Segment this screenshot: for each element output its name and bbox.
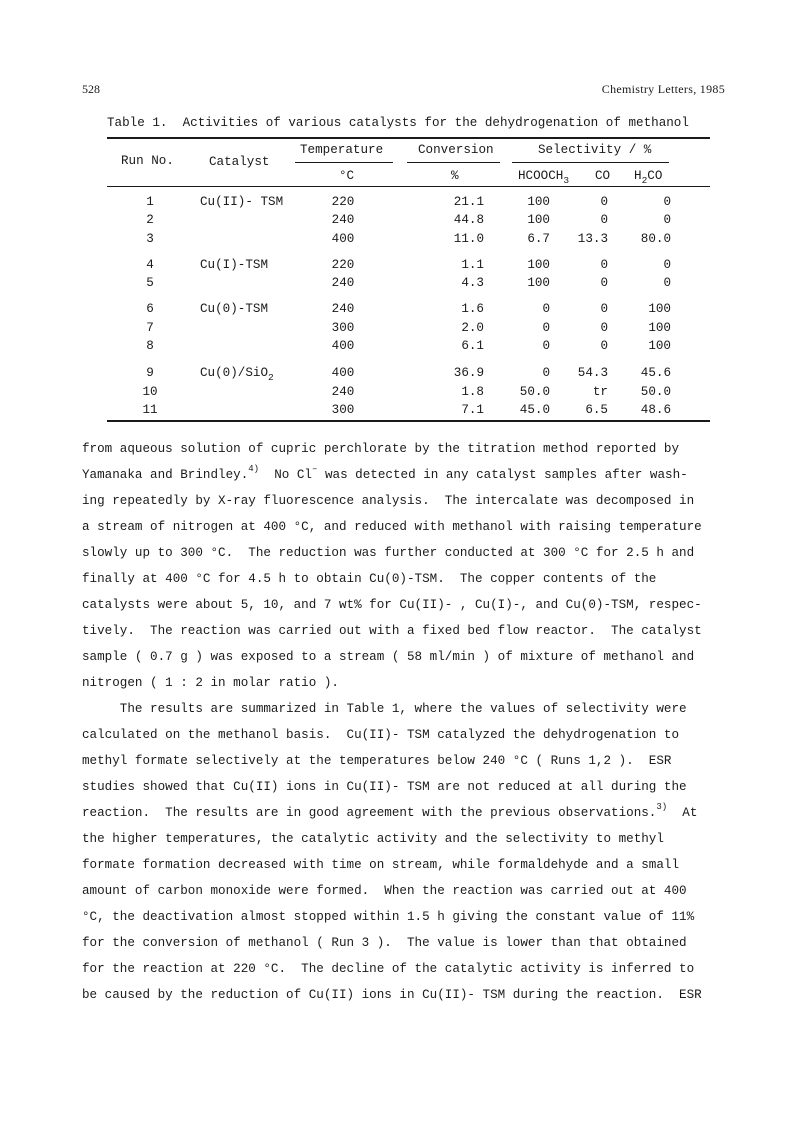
text-line: the higher temperatures, the catalytic activity and the selectivity to methyl xyxy=(82,832,664,846)
cell-run: 11 xyxy=(142,403,158,417)
header-temperature: Temperature xyxy=(300,143,384,157)
text-line: nitrogen ( 1 : 2 in molar ratio ). xyxy=(82,676,339,690)
header-conversion-unit: % xyxy=(451,169,459,183)
text-line: calculated on the methanol basis. Cu(II)- TSM catalyzed the dehydrogenation to xyxy=(82,728,680,742)
cell-conv: 21.1 xyxy=(453,195,484,209)
cell-hcooch3: 100 xyxy=(527,213,550,227)
cell-h2co: 50.0 xyxy=(640,385,671,399)
cell-conv: 4.3 xyxy=(461,276,484,290)
text-line: methyl formate selectively at the temperatures below 240 °C ( Runs 1,2 ). ESR xyxy=(82,754,672,768)
cell-temp: 400 xyxy=(331,366,355,380)
cell-run: 3 xyxy=(146,232,154,246)
text-line: a stream of nitrogen at 400 °C, and reduced with methanol with raising temperature xyxy=(82,520,702,534)
cell-h2co: 0 xyxy=(663,276,671,290)
text-line: finally at 400 °C for 4.5 h to obtain Cu(0)-TSM. The copper contents of the xyxy=(82,572,657,586)
text-line: ing repeatedly by X-ray fluorescence analysis. The intercalate was decomposed in xyxy=(82,494,695,508)
text-line: The results are summarized in Table 1, where the values of selectivity were xyxy=(82,702,687,716)
cell-temp: 240 xyxy=(331,385,355,399)
header-temperature-unit: °C xyxy=(339,169,355,183)
cell-run: 6 xyxy=(146,302,154,316)
text-line: tively. The reaction was carried out with a fixed bed flow reactor. The catalyst xyxy=(82,624,702,638)
page-number: 528 xyxy=(82,82,100,96)
header-run-no: Run No. xyxy=(121,154,174,168)
cell-catalyst: Cu(II)- TSM xyxy=(200,195,284,209)
cell-run: 9 xyxy=(146,366,154,380)
cell-conv: 6.1 xyxy=(461,339,484,353)
cell-catalyst: Cu(0)-TSM xyxy=(200,302,269,316)
cell-temp: 220 xyxy=(331,258,355,272)
header-conversion: Conversion xyxy=(418,143,494,157)
cell-hcooch3: 50.0 xyxy=(519,385,550,399)
header-h2co: $H_2CO$ xyxy=(634,169,663,186)
header-hcooch3: $HCOOCH_3$ xyxy=(518,169,570,186)
cell-h2co: 80.0 xyxy=(640,232,671,246)
cell-hcooch3: 6.7 xyxy=(527,232,550,246)
cell-conv: 44.8 xyxy=(453,213,484,227)
cell-h2co: 48.6 xyxy=(640,403,671,417)
text-line: be caused by the reduction of Cu(II) ions in Cu(II)- TSM during the reaction. ESR xyxy=(82,988,702,1002)
journal-header: Chemistry Letters, 1985 xyxy=(601,82,725,96)
cell-conv: 1.1 xyxy=(461,258,484,272)
cell-conv: 1.6 xyxy=(461,302,484,316)
header-co: CO xyxy=(595,169,611,183)
cell-run: 10 xyxy=(142,385,158,399)
body-text xyxy=(82,436,732,1008)
cell-hcooch3: 0 xyxy=(542,302,550,316)
text-line: amount of carbon monoxide were formed. When the reaction was carried out at 400 xyxy=(82,884,687,898)
text-line: Yamanaka and Brindley.$^{4)}$ No Cl– was detected in any catalyst samples after wash- xyxy=(82,464,688,482)
text-line: formate formation decreased with time on stream, while formaldehyde and a small xyxy=(82,858,680,872)
cell-co: 54.3 xyxy=(577,366,608,380)
cell-conv: 2.0 xyxy=(461,321,484,335)
cell-temp: 240 xyxy=(331,302,355,316)
cell-conv: 1.8 xyxy=(461,385,484,399)
cell-run: 7 xyxy=(146,321,154,335)
cell-hcooch3: 0 xyxy=(542,321,550,335)
table-bottom-rule xyxy=(107,420,710,422)
cell-h2co: 100 xyxy=(648,339,671,353)
cell-h2co: 0 xyxy=(663,213,671,227)
cell-h2co: 100 xyxy=(648,302,671,316)
cell-temp: 240 xyxy=(331,213,355,227)
text-line: slowly up to 300 °C. The reduction was further conducted at 300 °C for 2.5 h and xyxy=(82,546,695,560)
selectivity-underline xyxy=(512,162,669,163)
cell-temp: 400 xyxy=(331,339,355,353)
cell-co: 0 xyxy=(600,195,608,209)
text-line: °C, the deactivation almost stopped within 1.5 h giving the constant value of 11% xyxy=(82,910,695,924)
cell-co: 0 xyxy=(600,321,608,335)
table-caption: Table 1. Activities of various catalysts for the dehydrogenation of methanol xyxy=(107,116,689,130)
table-header-rule xyxy=(107,186,710,187)
text-line: for the reaction at 220 °C. The decline of the catalytic activity is inferred to xyxy=(82,962,695,976)
cell-co: 0 xyxy=(600,339,608,353)
conversion-underline xyxy=(407,162,500,163)
cell-run: 8 xyxy=(146,339,154,353)
cell-co: 0 xyxy=(600,213,608,227)
text-line: sample ( 0.7 g ) was exposed to a stream ( 58 ml/min ) of mixture of methanol and xyxy=(82,650,695,664)
cell-temp: 300 xyxy=(331,321,355,335)
cell-conv: 36.9 xyxy=(453,366,484,380)
text-line: from aqueous solution of cupric perchlorate by the titration method reported by xyxy=(82,442,680,456)
cell-h2co: 45.6 xyxy=(640,366,671,380)
cell-h2co: 100 xyxy=(648,321,671,335)
text-line: reaction. The results are in good agreement with the previous observations.$^{3)}$ At xyxy=(82,802,698,820)
temperature-underline xyxy=(295,162,393,163)
cell-temp: 400 xyxy=(331,232,355,246)
cell-hcooch3: 0 xyxy=(542,366,550,380)
cell-temp: 220 xyxy=(331,195,355,209)
cell-hcooch3: 100 xyxy=(527,258,550,272)
text-line: for the conversion of methanol ( Run 3 ). The value is lower than that obtained xyxy=(82,936,687,950)
cell-h2co: 0 xyxy=(663,195,671,209)
cell-co: tr xyxy=(592,385,608,399)
cell-hcooch3: 0 xyxy=(542,339,550,353)
cell-catalyst: Cu(I)-TSM xyxy=(200,258,269,272)
citation-3: 3) xyxy=(656,802,668,812)
table-top-rule xyxy=(107,137,710,139)
cell-run: 2 xyxy=(146,213,154,227)
cell-co: 0 xyxy=(600,302,608,316)
cell-catalyst: Cu(0)/SiO$_2$ xyxy=(200,366,274,383)
cell-co: 0 xyxy=(600,276,608,290)
cell-hcooch3: 45.0 xyxy=(519,403,550,417)
citation-4: 4) xyxy=(248,464,260,474)
cell-run: 5 xyxy=(146,276,154,290)
text-line: studies showed that Cu(II) ions in Cu(II)- TSM are not reduced at all during the xyxy=(82,780,687,794)
cell-hcooch3: 100 xyxy=(527,276,550,290)
cell-conv: 11.0 xyxy=(453,232,484,246)
cell-temp: 300 xyxy=(331,403,355,417)
cell-run: 1 xyxy=(146,195,154,209)
cell-hcooch3: 100 xyxy=(527,195,550,209)
cell-co: 6.5 xyxy=(585,403,608,417)
header-selectivity: Selectivity / % xyxy=(538,143,652,157)
header-catalyst: Catalyst xyxy=(209,155,270,169)
cell-temp: 240 xyxy=(331,276,355,290)
cell-co: 13.3 xyxy=(577,232,608,246)
cell-conv: 7.1 xyxy=(461,403,484,417)
text-line: catalysts were about 5, 10, and 7 wt% for Cu(II)- , Cu(I)-, and Cu(0)-TSM, respec- xyxy=(82,598,702,612)
cell-run: 4 xyxy=(146,258,154,272)
cell-h2co: 0 xyxy=(663,258,671,272)
cell-co: 0 xyxy=(600,258,608,272)
